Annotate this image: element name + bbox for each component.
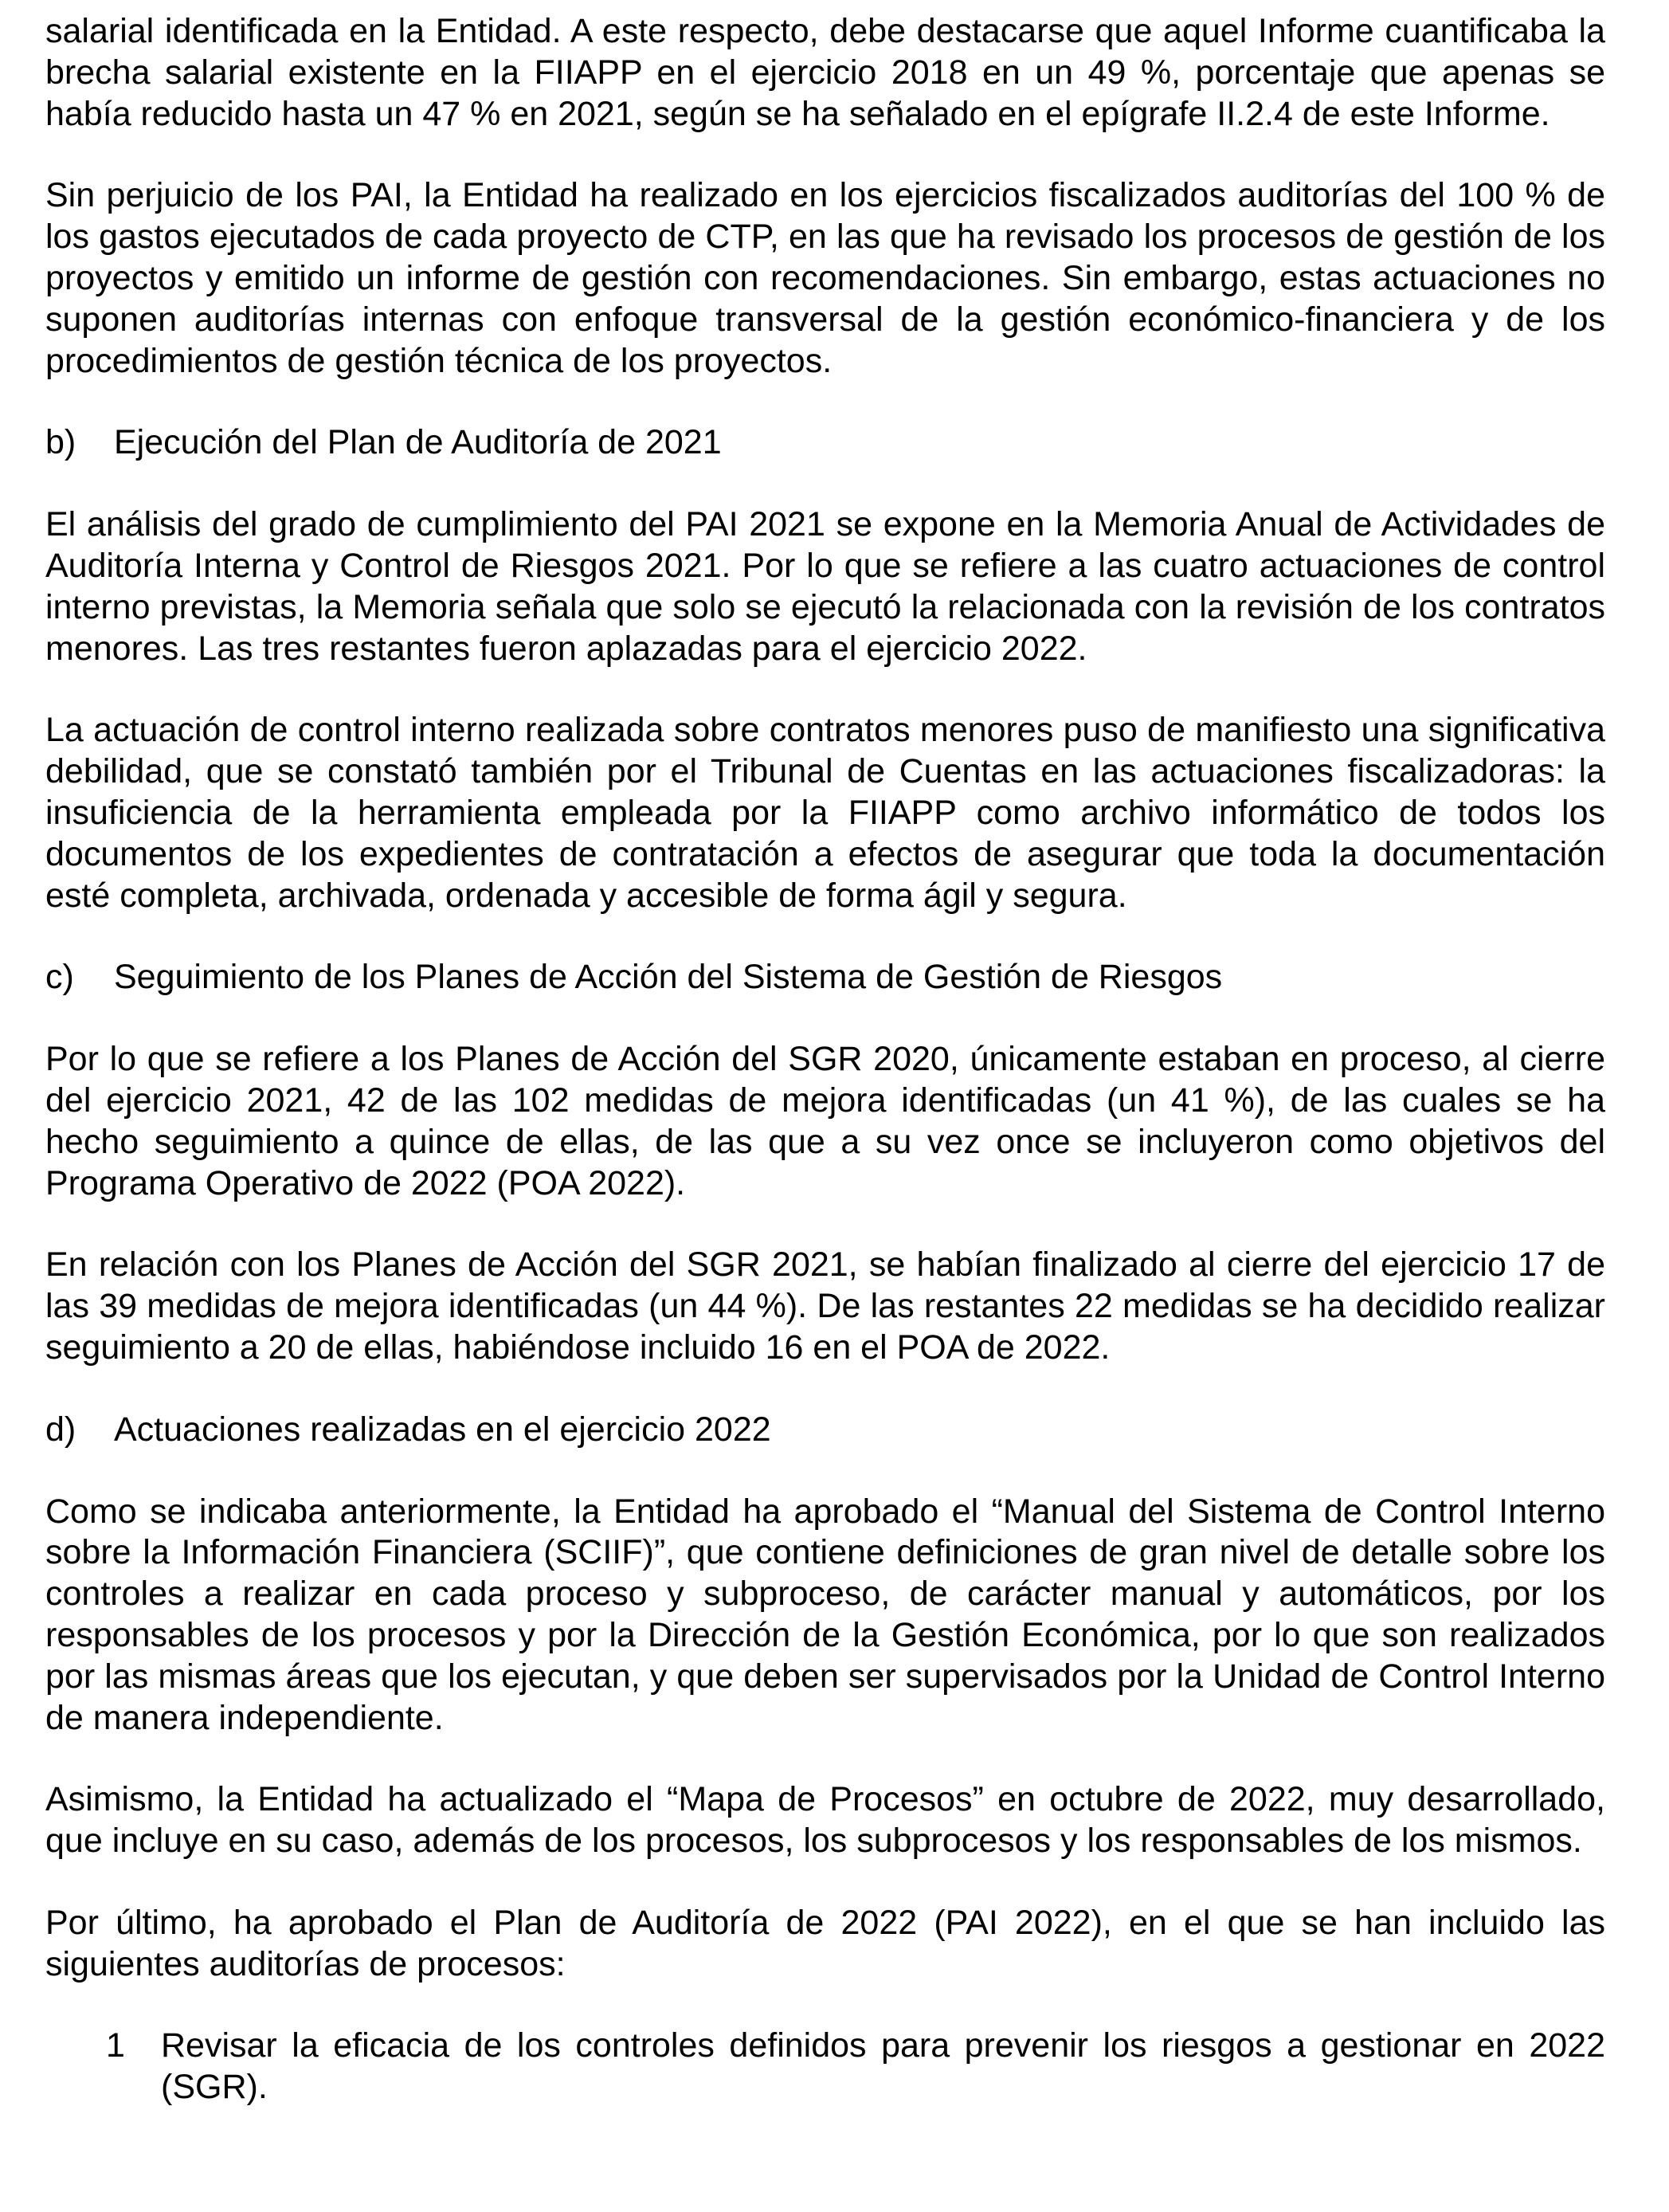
paragraph-pai-2022: Por último, ha aprobado el Plan de Auditoría de 2022 (PAI 2022), en el que se han incluido las siguientes auditorías de procesos: bbox=[45, 1903, 1605, 1983]
list-item bbox=[45, 2026, 1605, 2108]
paragraph-contratos-menores: La actuación de control interno realizada sobre contratos menores puso de manifiesto una significativa debilidad, que se constató también por el Tribunal de Cuentas en las actuaciones fiscalizadoras: la insuficiencia de la herramienta empleada por la FIIAPP como archivo informático de todos los documentos de los expedientes de contratación a efectos de asegurar que toda la documentación esté completa, archivada, ordenada y accesible de forma ágil y segura. bbox=[45, 711, 1605, 915]
section-heading-d-text: Actuaciones realizadas en el ejercicio 2022 bbox=[114, 1410, 771, 1449]
section-heading-b-letter: b) bbox=[45, 423, 76, 462]
list-item-number: 1 bbox=[106, 2026, 125, 2065]
paragraph-brecha-salarial: salarial identificada en la Entidad. A este respecto, debe destacarse que aquel Informe cuantificaba la brecha salarial existente en la FIIAPP en el ejercicio 2018 en un 49 %, porcentaje que apenas se había reducido hasta un 47 % en 2021, según se ha señalado en el epígrafe II.2.4 de este Informe. bbox=[45, 12, 1605, 133]
paragraph-manual-sciif: Como se indicaba anteriormente, la Entidad ha aprobado el “Manual del Sistema de Control Interno sobre la Información Financiera (SCIIF)”, que contiene definiciones de gran nivel de detalle sobre los controles a realizar en cada proceso y subproceso, de carácter manual y automáticos, por los responsables de los procesos y por la Dirección de la Gestión Económica, por lo que son realizados por las mismas áreas que los ejecutan, y que deben ser supervisados por la Unidad de Control Interno de manera independiente. bbox=[45, 1492, 1605, 1737]
document-page bbox=[45, 11, 1605, 2108]
list-item-text: Revisar la eficacia de los controles definidos para prevenir los riesgos a gestionar en 2022 (SGR). bbox=[161, 2026, 1605, 2107]
section-heading-b bbox=[45, 422, 1605, 464]
paragraph-auditorias-ctp: Sin perjuicio de los PAI, la Entidad ha realizado en los ejercicios fiscalizados auditorías del 100 % de los gastos ejecutados de cada proyecto de CTP, en las que ha revisado los procesos de gestión de los proyectos y emitido un informe de gestión con recomendaciones. Sin embargo, estas actuaciones no suponen auditorías internas con enfoque transversal de la gestión económico-financiera y de los procedimientos de gestión técnica de los proyectos. bbox=[45, 176, 1605, 380]
paragraph-sgr-2020: Por lo que se refiere a los Planes de Acción del SGR 2020, únicamente estaban en proceso, al cierre del ejercicio 2021, 42 de las 102 medidas de mejora identificadas (un 41 %), de las cuales se ha hecho seguimiento a quince de ellas, de las que a su vez once se incluyeron como objetivos del Programa Operativo de 2022 (POA 2022). bbox=[45, 1040, 1605, 1202]
paragraph-mapa-procesos: Asimismo, la Entidad ha actualizado el “Mapa de Procesos” en octubre de 2022, muy desarrollado, que incluye en su caso, además de los procesos, los subprocesos y los responsables de los mismos. bbox=[45, 1780, 1605, 1861]
section-heading-c bbox=[45, 957, 1605, 998]
paragraph-cumplimiento-pai: El análisis del grado de cumplimiento del PAI 2021 se expone en la Memoria Anual de Actividades de Auditoría Interna y Control de Riesgos 2021. Por lo que se refiere a las cuatro actuaciones de control interno previstas, la Memoria señala que solo se ejecutó la relacionada con la revisión de los contratos menores. Las tres restantes fueron aplazadas para el ejercicio 2022. bbox=[45, 505, 1605, 668]
section-heading-c-text: Seguimiento de los Planes de Acción del Sistema de Gestión de Riesgos bbox=[114, 958, 1223, 997]
section-heading-b-text: Ejecución del Plan de Auditoría de 2021 bbox=[114, 423, 722, 462]
section-heading-d-letter: d) bbox=[45, 1410, 76, 1449]
paragraph-sgr-2021: En relación con los Planes de Acción del SGR 2021, se habían finalizado al cierre del ejercicio 17 de las 39 medidas de mejora identificadas (un 44 %). De las restantes 22 medidas se ha decidido realizar seguimiento a 20 de ellas, habiéndose incluido 16 en el POA de 2022. bbox=[45, 1245, 1605, 1367]
section-heading-d bbox=[45, 1410, 1605, 1451]
section-heading-c-letter: c) bbox=[45, 958, 74, 997]
